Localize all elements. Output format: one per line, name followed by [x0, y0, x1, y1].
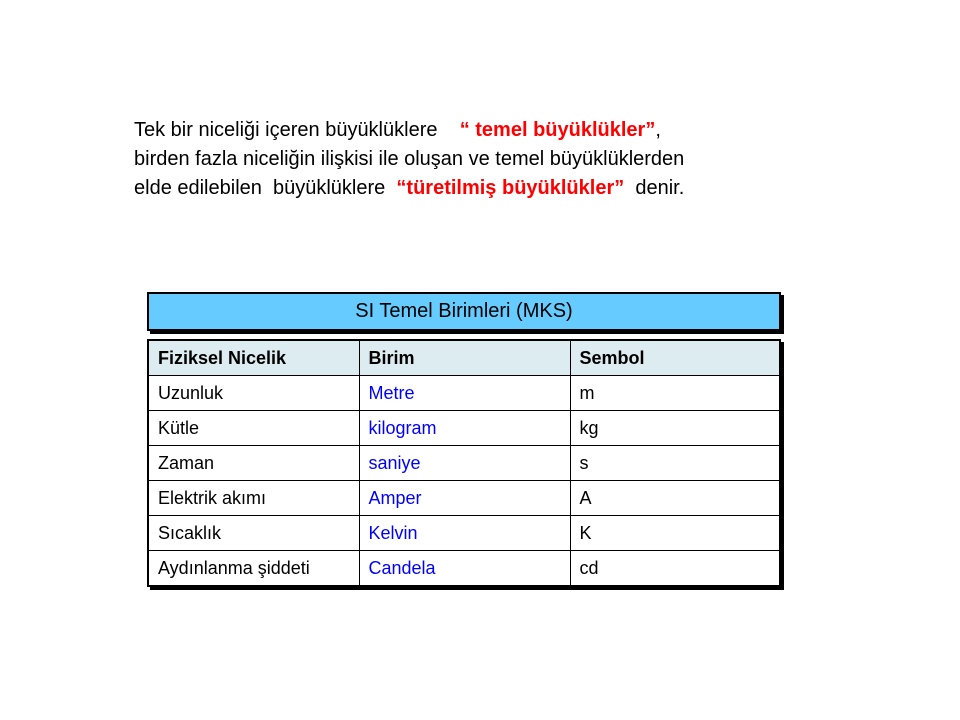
table-row: [148, 411, 780, 446]
cell-symbol: kg: [570, 411, 780, 446]
term-derived-quantities: “türetilmiş büyüklükler”: [396, 177, 625, 199]
cell-unit: kilogram: [359, 411, 570, 446]
cell-unit: Candela: [359, 551, 570, 587]
cell-unit: Amper: [359, 481, 570, 516]
intro-paragraph: [134, 116, 834, 203]
intro-line-1-comma: ,: [655, 119, 661, 141]
cell-quantity: Kütle: [148, 411, 359, 446]
cell-symbol: m: [570, 376, 780, 411]
header-symbol: Sembol: [570, 340, 780, 376]
header-quantity: Fiziksel Nicelik: [148, 340, 359, 376]
table-header-row: [148, 340, 780, 376]
cell-unit: Kelvin: [359, 516, 570, 551]
cell-unit: saniye: [359, 446, 570, 481]
table-row: [148, 551, 780, 587]
table-row: [148, 446, 780, 481]
table-row: [148, 481, 780, 516]
cell-symbol: K: [570, 516, 780, 551]
intro-line-2: birden fazla niceliğin ilişkisi ile oluşan ve temel büyüklüklerden: [134, 148, 685, 170]
cell-quantity: Uzunluk: [148, 376, 359, 411]
table-title: SI Temel Birimleri (MKS): [147, 292, 781, 331]
cell-symbol: s: [570, 446, 780, 481]
table-row: [148, 516, 780, 551]
intro-line-3: [134, 174, 834, 203]
table-row: [148, 376, 780, 411]
cell-unit: Metre: [359, 376, 570, 411]
intro-line-1-text: Tek bir niceliği içeren büyüklüklere: [134, 119, 460, 141]
term-basic-quantities: “ temel büyüklükler”: [459, 119, 656, 141]
cell-symbol: A: [570, 481, 780, 516]
cell-quantity: Zaman: [148, 446, 359, 481]
si-units-table: [147, 339, 781, 587]
intro-line-3-text: elde edilebilen büyüklüklere: [134, 177, 397, 199]
intro-line-3-end: denir.: [624, 177, 685, 199]
cell-quantity: Sıcaklık: [148, 516, 359, 551]
cell-symbol: cd: [570, 551, 780, 587]
cell-quantity: Elektrik akımı: [148, 481, 359, 516]
header-unit: Birim: [359, 340, 570, 376]
intro-line-1: [134, 116, 834, 145]
cell-quantity: Aydınlanma şiddeti: [148, 551, 359, 587]
